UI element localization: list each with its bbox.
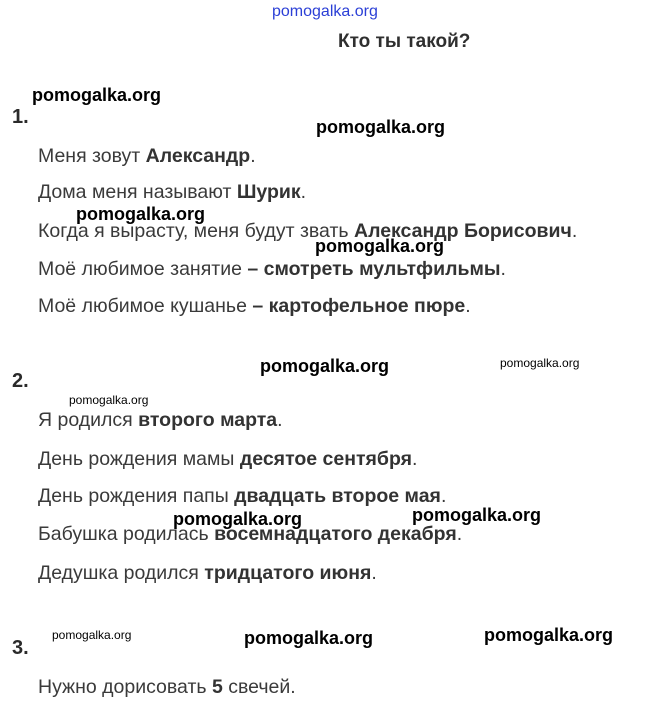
text-line: Меня зовут Александр. bbox=[38, 145, 256, 167]
watermark: pomogalka.org bbox=[32, 85, 162, 105]
text-line: Моё любимое кушанье – картофельное пюре. bbox=[38, 295, 471, 317]
text-line: Дедушка родился тридцатого июня. bbox=[38, 562, 377, 584]
watermark: pomogalka.org bbox=[315, 236, 445, 256]
watermark: pomogalka.org bbox=[484, 625, 614, 645]
site-link[interactable]: pomogalka.org bbox=[272, 3, 378, 20]
text-line: День рождения папы двадцать второе мая. bbox=[38, 485, 447, 507]
watermark: pomogalka.org bbox=[316, 117, 446, 137]
text-line: Я родился второго марта. bbox=[38, 409, 283, 431]
text-line: Бабушка родилась восемнадцатого декабря. bbox=[38, 523, 463, 545]
watermark: pomogalka.org bbox=[412, 505, 542, 525]
watermark: pomogalka.org bbox=[76, 204, 206, 224]
watermark: pomogalka.org bbox=[69, 393, 149, 407]
text-line: Моё любимое занятие – смотреть мультфильмы. bbox=[38, 258, 506, 280]
text-line: Когда я вырасту, меня будут звать Александр Борисович. bbox=[38, 220, 578, 242]
page-title: Кто ты такой? bbox=[338, 31, 471, 52]
text-line: Дома меня называют Шурик. bbox=[38, 181, 307, 203]
text-line: День рождения мамы десятое сентября. bbox=[38, 448, 418, 470]
section-number: 2. bbox=[12, 370, 29, 392]
watermark: pomogalka.org bbox=[500, 356, 580, 370]
watermark: pomogalka.org bbox=[52, 628, 132, 642]
watermark: pomogalka.org bbox=[260, 356, 390, 376]
text-line: Нужно дорисовать 5 свечей. bbox=[38, 676, 296, 698]
watermark: pomogalka.org bbox=[173, 509, 303, 529]
watermark: pomogalka.org bbox=[244, 628, 374, 648]
section-number: 1. bbox=[12, 106, 29, 128]
section-number: 3. bbox=[12, 637, 29, 659]
